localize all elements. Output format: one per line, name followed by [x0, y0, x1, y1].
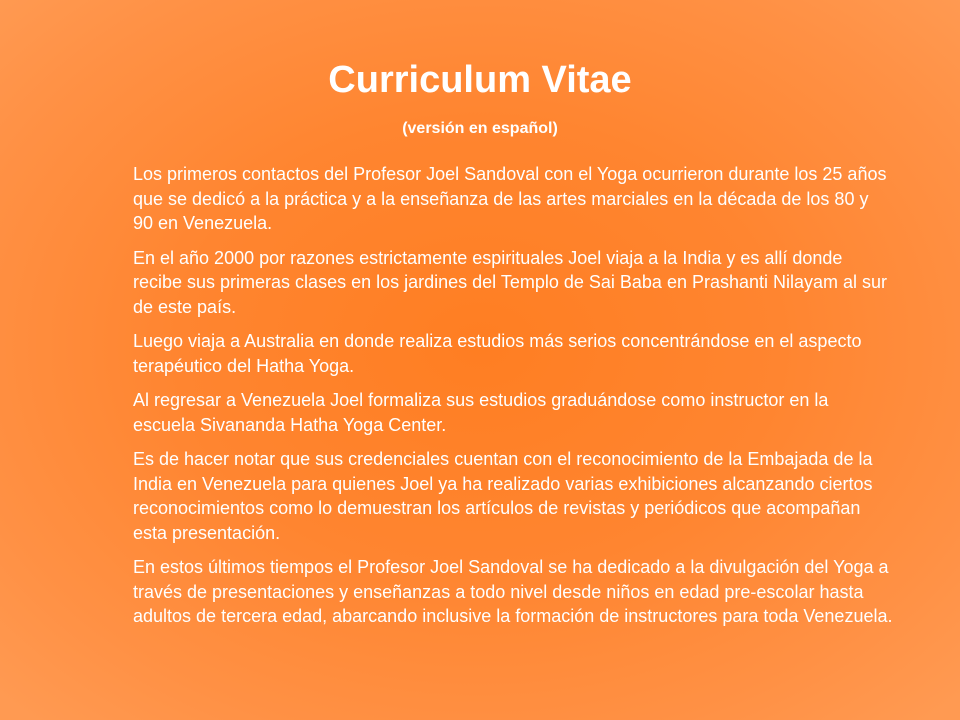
- paragraph-4: Al regresar a Venezuela Joel formaliza sus estudios graduándose como instructor en la escuela Sivananda Hatha Yoga Center.: [133, 390, 829, 435]
- paragraph-2: En el año 2000 por razones estrictamente espirituales Joel viaja a la India y es allí donde recibe sus primeras clases en los jardines del Templo de Sai Baba en Prashanti Nilayam al sur de este país.: [133, 247, 888, 317]
- paragraph-5: Es de hacer notar que sus credenciales cuentan con el reconocimiento de la Embajada de la India en Venezuela para quienes Joel ya ha realizado varias exhibiciones alcanzando ciertos reconocimientos como lo demuestran los artículos de revistas y periódicos que acompañan esta presentación.: [133, 449, 873, 543]
- paragraph-1: Los primeros contactos del Profesor Joel Sandoval con el Yoga ocurrieron durante los 25 años que se dedicó a la práctica y a la enseñanza de las artes marciales en la década de los 80 y 90 en Venezuela.: [133, 164, 887, 233]
- slide-title: Curriculum Vitae: [328, 59, 632, 101]
- slide-body: [133, 162, 893, 639]
- paragraph-3: Luego viaja a Australia en donde realiza estudios más serios concentrándose en el aspecto terapéutico del Hatha Yoga.: [133, 331, 862, 376]
- paragraph-6: En estos últimos tiempos el Profesor Joel Sandoval se ha dedicado a la divulgación del Yoga a través de presentaciones y enseñanzas a todo nivel desde niños en edad pre-escolar hasta adultos de tercera edad, abarcando inclusive la formación de instructores para toda Venezuela.: [133, 557, 893, 626]
- slide-subtitle: (versión en español): [402, 120, 558, 137]
